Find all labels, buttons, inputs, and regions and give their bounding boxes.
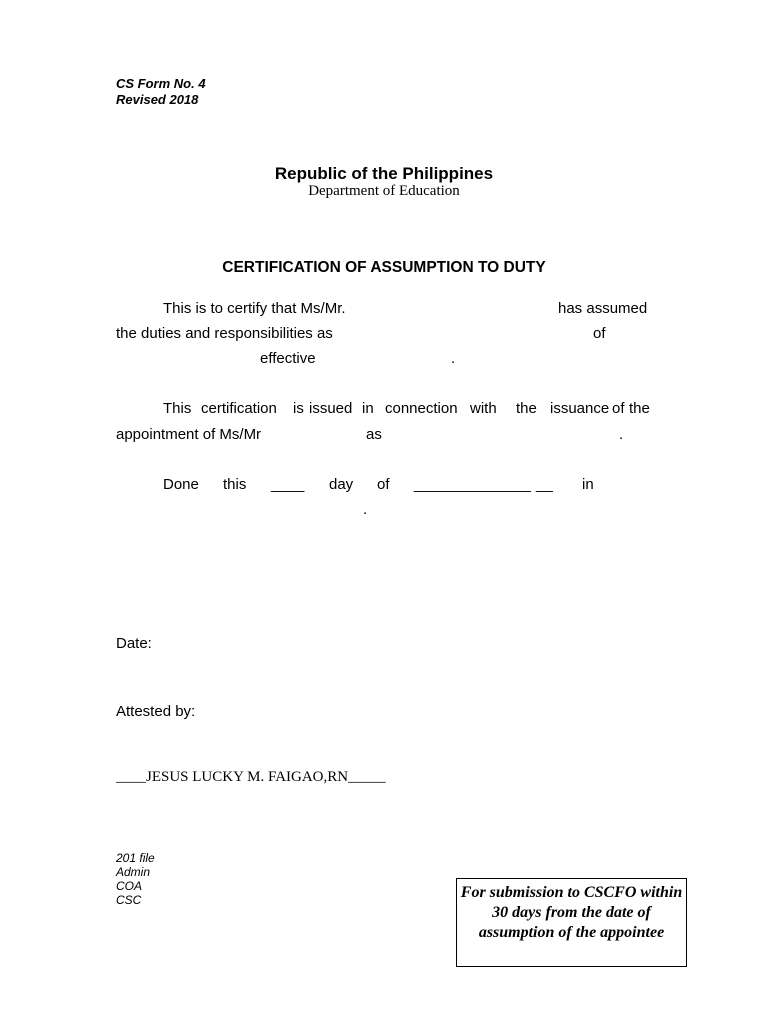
routing-item: Admin [116, 865, 151, 879]
signatory-name: ____JESUS LUCKY M. FAIGAO,RN_____ [116, 769, 386, 785]
submission-note-text: For submission to CSCFO within 30 days from the date of assumption of the appointee [460, 884, 683, 941]
p2-word: of [612, 400, 625, 417]
p2-word: This [163, 400, 192, 417]
p2-word: with [470, 400, 497, 417]
as-text: as [366, 426, 382, 443]
form-revision: Revised 2018 [116, 92, 199, 107]
month-blank: ______________ [414, 476, 531, 493]
p2-word: issued [309, 400, 353, 417]
period: . [363, 501, 368, 518]
in-text: in [582, 476, 594, 493]
attested-label: Attested by: [116, 703, 196, 720]
day-text: day [329, 476, 354, 493]
date-label: Date: [116, 635, 152, 652]
document-title: CERTIFICATION OF ASSUMPTION TO DUTY [222, 259, 546, 276]
appointment-text: appointment of Ms/Mr [116, 426, 262, 443]
p2-word: the [516, 400, 537, 417]
routing-item: CSC [116, 893, 142, 907]
certify-text: This is to certify that Ms/Mr. [163, 300, 346, 317]
has-assumed-text: has assumed [558, 300, 648, 317]
form-number: CS Form No. 4 [116, 76, 206, 91]
done-text: Done [163, 476, 199, 493]
of-text: of [593, 325, 606, 342]
p2-word: issuance [550, 400, 610, 417]
p2-word: certification [201, 400, 277, 417]
day-blank: ____ [271, 476, 305, 493]
month-blank-tail: __ [536, 476, 553, 493]
republic-heading: Republic of the Philippines [274, 164, 494, 183]
this-text: this [223, 476, 247, 493]
period: . [451, 350, 456, 367]
routing-item: 201 file [116, 851, 155, 865]
p2-word: connection [385, 400, 458, 417]
routing-item: COA [116, 879, 143, 893]
of-text: of [377, 476, 390, 493]
p2-word: the [629, 400, 650, 417]
effective-text: effective [260, 350, 316, 367]
routing-list [116, 851, 155, 907]
p2-word: is [293, 400, 304, 417]
department-name: Department of Education [308, 183, 460, 199]
p2-word: in [362, 400, 374, 417]
period: . [619, 426, 624, 443]
duties-text: the duties and responsibilities as [116, 325, 333, 342]
submission-note-box [456, 878, 687, 967]
